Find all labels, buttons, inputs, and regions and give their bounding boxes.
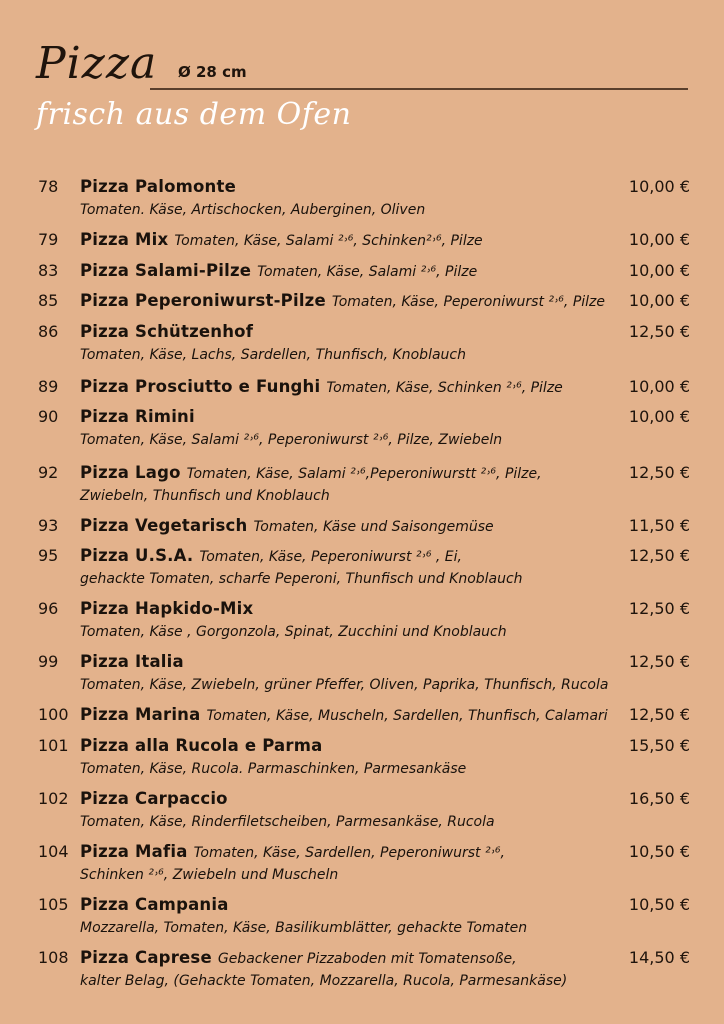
item-description-continued: kalter Belag, (Gehackte Tomaten, Mozzarella, Rucola, Parmesankäse) (80, 973, 568, 989)
item-price: 14,50 € (628, 948, 690, 967)
item-number: 95 (38, 546, 59, 565)
page-subtitle: frisch aus dem Ofen (36, 97, 352, 132)
item-price: 12,50 € (628, 546, 690, 565)
item-price: 16,50 € (628, 789, 690, 808)
item-name: Pizza Mafia (80, 842, 188, 861)
item-description: Gebackener Pizzaboden mit Tomatensoße, (217, 951, 517, 967)
item-description-continued: Tomaten, Käse, Lachs, Sardellen, Thunfisch, Knoblauch (80, 347, 466, 363)
pizza-size-label: Ø 28 cm (178, 63, 247, 81)
item-name: Pizza Salami-Pilze (80, 261, 252, 280)
item-number: 108 (38, 948, 69, 967)
item-description-continued: Mozzarella, Tomaten, Käse, Basilikumblätter, gehackte Tomaten (80, 920, 528, 936)
item-price: 10,00 € (628, 261, 690, 280)
item-description: Tomaten, Käse, Muscheln, Sardellen, Thunfisch, Calamari (206, 708, 608, 724)
item-price: 12,50 € (628, 652, 690, 671)
item-number: 101 (38, 736, 69, 755)
item-name: Pizza Mix (80, 230, 169, 249)
item-description: Tomaten, Käse und Saisongemüse (253, 519, 494, 535)
item-description-continued: Tomaten, Käse, Salami ²˒⁶, Peperoniwurst ²˒⁶, Pilze, Zwiebeln (80, 432, 503, 448)
item-number: 90 (38, 407, 59, 426)
item-name: Pizza Peperoniwurst-Pilze (80, 291, 326, 310)
item-number: 100 (38, 705, 69, 724)
item-price: 10,50 € (628, 895, 690, 914)
item-number: 104 (38, 842, 69, 861)
item-number: 105 (38, 895, 69, 914)
item-number: 78 (38, 177, 59, 196)
item-description-continued: Tomaten, Käse, Rucola. Parmaschinken, Parmesankäse (80, 761, 467, 777)
item-description-continued: Tomaten, Käse, Rinderfiletscheiben, Parmesankäse, Rucola (80, 814, 495, 830)
item-price: 10,00 € (628, 377, 690, 396)
item-name: Pizza Lago (80, 463, 181, 482)
item-name: Pizza Palomonte (80, 177, 236, 196)
item-name: Pizza Prosciutto e Funghi (80, 377, 321, 396)
item-number: 93 (38, 516, 59, 535)
item-number: 86 (38, 322, 59, 341)
item-name: Pizza Carpaccio (80, 789, 228, 808)
item-price: 10,00 € (628, 177, 690, 196)
item-price: 11,50 € (628, 516, 690, 535)
item-price: 10,00 € (628, 291, 690, 310)
item-price: 12,50 € (628, 322, 690, 341)
item-price: 10,00 € (628, 407, 690, 426)
item-name: Pizza Campania (80, 895, 229, 914)
item-price: 10,00 € (628, 230, 690, 249)
item-number: 99 (38, 652, 59, 671)
item-description-continued: Zwiebeln, Thunfisch und Knoblauch (80, 488, 330, 504)
item-description-continued: Tomaten, Käse, Zwiebeln, grüner Pfeffer, Oliven, Paprika, Thunfisch, Rucola (80, 677, 609, 693)
item-description-continued: Tomaten, Käse , Gorgonzola, Spinat, Zucchini und Knoblauch (80, 624, 507, 640)
item-price: 12,50 € (628, 705, 690, 724)
item-description: Tomaten, Käse, Peperoniwurst ²˒⁶, Pilze (331, 294, 605, 310)
item-description: Tomaten, Käse, Sardellen, Peperoniwurst ²˒⁶, (193, 845, 505, 861)
item-description: Tomaten, Käse, Peperoniwurst ²˒⁶ , Ei, (199, 549, 462, 565)
item-description-continued: Schinken ²˒⁶, Zwiebeln und Muscheln (80, 867, 339, 883)
item-name: Pizza U.S.A. (80, 546, 194, 565)
item-description: Tomaten, Käse, Salami ²˒⁶, Schinken²˒⁶, Pilze (174, 233, 483, 249)
item-price: 12,50 € (628, 599, 690, 618)
page-title: Pizza (36, 38, 158, 89)
item-name: Pizza Marina (80, 705, 201, 724)
item-number: 83 (38, 261, 59, 280)
item-description-continued: Tomaten. Käse, Artischocken, Auberginen, Oliven (80, 202, 426, 218)
item-number: 79 (38, 230, 59, 249)
item-name: Pizza Italia (80, 652, 184, 671)
item-description: Tomaten, Käse, Salami ²˒⁶,Peperoniwurstt ²˒⁶, Pilze, (186, 466, 542, 482)
item-name: Pizza Caprese (80, 948, 212, 967)
item-name: Pizza Schützenhof (80, 322, 254, 341)
item-number: 96 (38, 599, 59, 618)
item-price: 12,50 € (628, 463, 690, 482)
item-name: Pizza alla Rucola e Parma (80, 736, 323, 755)
item-name: Pizza Hapkido-Mix (80, 599, 254, 618)
item-description: Tomaten, Käse, Schinken ²˒⁶, Pilze (326, 380, 563, 396)
item-name: Pizza Vegetarisch (80, 516, 248, 535)
item-number: 102 (38, 789, 69, 808)
item-number: 85 (38, 291, 59, 310)
item-description-continued: gehackte Tomaten, scharfe Peperoni, Thunfisch und Knoblauch (80, 571, 523, 587)
item-number: 92 (38, 463, 59, 482)
item-price: 15,50 € (628, 736, 690, 755)
item-number: 89 (38, 377, 59, 396)
item-description: Tomaten, Käse, Salami ²˒⁶, Pilze (257, 264, 478, 280)
item-name: Pizza Rimini (80, 407, 195, 426)
item-price: 10,50 € (628, 842, 690, 861)
